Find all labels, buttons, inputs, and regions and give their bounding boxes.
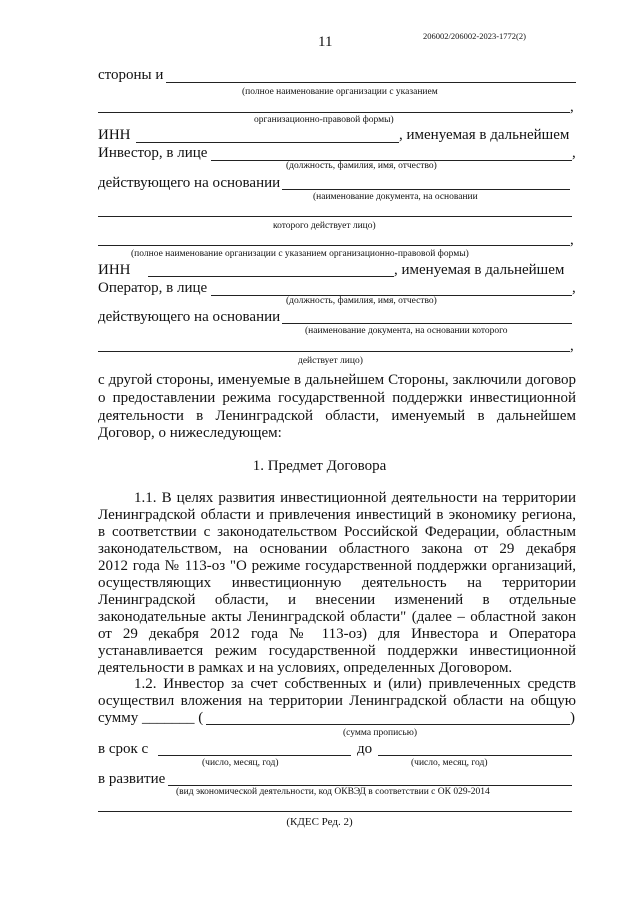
para-1-1-line: законодательством, на основании областного закона от 29 декабря — [98, 541, 576, 557]
sum-label: сумму _______ ( — [98, 710, 204, 726]
para-1-1-line: устанавливается режим государственной поддержки инвестиционной — [98, 643, 576, 659]
caption-activity: (вид экономической деятельности, код ОКВЭД в соответствии с ОК 029-2014 — [176, 787, 490, 797]
operator-basis-line[interactable] — [282, 323, 572, 324]
acting-basis-label: действующего на основании — [98, 309, 281, 325]
activity-line[interactable] — [168, 785, 572, 786]
side-label: стороны и — [98, 67, 164, 83]
acting-basis-label: действующего на основании — [98, 175, 281, 191]
caption-position: (должность, фамилия, имя, отчество) — [286, 161, 437, 171]
comma: , — [570, 99, 574, 115]
inn-line-investor[interactable] — [136, 142, 399, 143]
comma: , — [572, 280, 576, 296]
edition-footer: (КДЕС Ред. 2) — [286, 816, 353, 828]
operator-org-line[interactable] — [98, 245, 570, 246]
para-1-2-line: 1.2. Инвестор за счет собственных и (или) привлеченных средств — [134, 676, 576, 692]
term-to-line[interactable] — [378, 755, 572, 756]
investor-label: Инвестор, в лице — [98, 145, 208, 161]
caption-acts: действует лицо) — [298, 356, 363, 366]
para-1-1-line: Ленинградской области, и внесении изменений в отдельные — [98, 592, 576, 608]
intro-line: с другой стороны, именуемые в дальнейшем Стороны, заключили договор — [98, 372, 576, 388]
comma: , — [570, 232, 574, 248]
activity-line-2[interactable] — [98, 811, 572, 812]
term-from-label: в срок с — [98, 741, 149, 757]
caption-date-from: (число, месяц, год) — [202, 758, 279, 768]
para-1-1-line: Ленинградской области и привлечения инвестиций в экономику региона, — [98, 507, 576, 523]
caption-org-form: организационно-правовой формы) — [254, 115, 394, 125]
inn-label: ИНН — [98, 262, 131, 278]
inn-line-operator[interactable] — [148, 276, 394, 277]
intro-line: о предоставлении режима государственной поддержки инвестиционной — [98, 390, 576, 406]
investor-basis-line[interactable] — [282, 189, 570, 190]
intro-line: деятельности в Ленинградской области, именуемый в дальнейшем — [98, 408, 576, 424]
para-1-1-line: 2012 года № 113-оз "О режиме государственной поддержки организаций, — [98, 558, 576, 574]
development-label: в развитие — [98, 771, 166, 787]
para-1-1-line: законодательные акты Ленинградской области" (далее – областной закон — [98, 609, 576, 625]
org-name-line-1[interactable] — [166, 82, 576, 83]
para-1-1-line: в соответствии с законодательством Российской Федерации, областным — [98, 524, 576, 540]
intro-line: Договор, о нижеследующем: — [98, 425, 282, 441]
investor-basis-line-2[interactable] — [98, 216, 572, 217]
sum-words-line[interactable] — [206, 724, 570, 725]
para-1-1-line: осуществляющих инвестиционную деятельность на территории — [98, 575, 576, 591]
para-1-1-line: деятельности в рамках и на условиях, определенных Договором. — [98, 660, 513, 676]
operator-basis-line-2[interactable] — [98, 351, 570, 352]
caption-date-to: (число, месяц, год) — [411, 758, 488, 768]
caption-doc-acts: которого действует лицо) — [273, 221, 376, 231]
section-title: 1. Предмет Договора — [252, 458, 387, 474]
page-number: 11 — [318, 34, 333, 50]
document-code: 206002/206002-2023-1772(2) — [423, 31, 526, 41]
caption-org-full: (полное наименование организации с указанием организационно-правовой формы) — [131, 249, 469, 259]
para-1-1-line: 1.1. В целях развития инвестиционной деятельности на территории — [134, 490, 576, 506]
named-further: , именуемая в дальнейшем — [394, 262, 565, 278]
operator-label: Оператор, в лице — [98, 280, 208, 296]
named-further: , именуемая в дальнейшем — [399, 127, 570, 143]
caption-doc-basis: (наименование документа, на основании — [313, 192, 478, 202]
para-1-2-line: осуществил вложения на территории Ленинградской области на общую — [98, 693, 576, 709]
term-from-line[interactable] — [158, 755, 351, 756]
sum-close-paren: ) — [570, 710, 575, 726]
caption-org-name: (полное наименование организации с указанием — [242, 87, 438, 97]
caption-position: (должность, фамилия, имя, отчество) — [286, 296, 437, 306]
inn-label: ИНН — [98, 127, 131, 143]
caption-sum: (сумма прописью) — [343, 728, 417, 738]
comma: , — [572, 145, 576, 161]
org-name-line-2[interactable] — [98, 112, 570, 113]
caption-doc-basis: (наименование документа, на основании которого — [305, 326, 508, 336]
para-1-1-line: от 29 декабря 2012 года № 113-оз) для Инвестора и Оператора — [98, 626, 576, 642]
comma: , — [570, 338, 574, 354]
term-to-label: до — [357, 741, 373, 757]
